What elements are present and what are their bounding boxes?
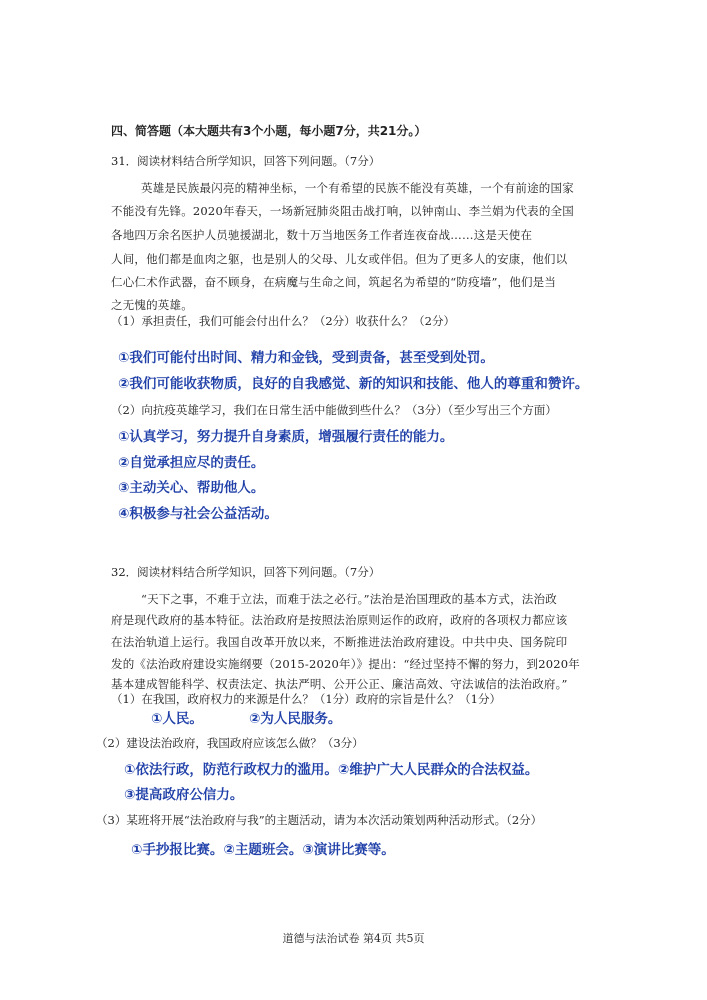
q32-prompt: 32．阅读材料结合所学知识，回答下列问题。（7分） — [111, 565, 381, 579]
q32-sub1-question: （1）在我国，政府权力的来源是什么？（1分）政府的宗旨是什么？（1分） — [111, 692, 501, 706]
q32-passage-line: 发的《法治政府建设实施纲要（2015-2020年）》提出：“经过坚持不懈的努力，到2020年 — [111, 657, 581, 671]
q32-passage-line: “天下之事，不难于立法，而难于法之必行。”法治是治国理政的基本方式，法治政 — [141, 592, 557, 606]
q32-sub3-answer: ①手抄报比赛。②主题班会。③演讲比赛等。 — [131, 842, 395, 858]
q32-passage-line: 府是现代政府的基本特征。法治政府是按照法治原则运作的政府，政府的各项权力都应该 — [111, 613, 568, 627]
q31-sub2-answer-3: ③主动关心、帮助他人。 — [118, 480, 265, 496]
q31-prompt: 31．阅读材料结合所学知识，回答下列问题。（7分） — [111, 154, 381, 168]
q32-sub3-question: （3）某班将开展“法治政府与我”的主题活动，请为本次活动策划两种活动形式。（2分） — [96, 813, 543, 827]
q31-passage-line: 人间，他们都是血肉之躯，也是别人的父母、儿女或伴侣。但为了更多人的安康，他们以 — [111, 252, 568, 266]
q31-passage-line: 各地四万余名医护人员驰援湖北，数十万当地医务工作者连夜奋战……这是天使在 — [111, 228, 533, 242]
q31-sub1-question: （1）承担责任，我们可能会付出什么？（2分）收获什么？（2分） — [111, 314, 455, 328]
section-heading: 四、简答题（本大题共有3个小题，每小题7分，共21分。） — [111, 124, 427, 138]
q31-sub1-answer-2: ②我们可能收获物质，良好的自我感觉、新的知识和技能、他人的尊重和赞许。 — [118, 376, 589, 392]
page-footer: 道德与法治试卷 第4页 共5页 — [282, 932, 425, 945]
q32-passage-line: 基本建成智能科学、权责法定、执法严明、公开公正、廉洁高效、守法诚信的法治政府。” — [111, 677, 568, 691]
q31-passage-line: 英雄是民族最闪亮的精神坐标，一个有希望的民族不能没有英雄，一个有前途的国家 — [141, 181, 574, 195]
q31-sub2-question: （2）向抗疫英雄学习，我们在日常生活中能做到些什么？（3分）（至少写出三个方面） — [111, 403, 557, 417]
q32-sub1-answer-a: ①人民。 — [151, 711, 203, 727]
q31-sub2-answer-2: ②自觉承担应尽的责任。 — [118, 455, 265, 471]
q32-sub1-answer-b: ②为人民服务。 — [249, 711, 342, 727]
q32-sub2-answer-2: ③提高政府公信力。 — [124, 787, 244, 803]
q31-passage-line: 不能没有先锋。2020年春天，一场新冠肺炎阻击战打响，以钟南山、李兰娟为代表的全国 — [111, 204, 574, 218]
q31-passage-line: 之无愧的英雄。 — [111, 298, 193, 312]
q31-sub2-answer-4: ④积极参与社会公益活动。 — [118, 506, 278, 522]
q32-sub2-answer-1: ①依法行政，防范行政权力的滥用。②维护广大人民群众的合法权益。 — [124, 762, 539, 778]
q32-sub2-question: （2）建设法治政府，我国政府应该怎么做？（3分） — [96, 736, 364, 750]
q31-sub2-answer-1: ①认真学习，努力提升自身素质，增强履行责任的能力。 — [118, 429, 454, 445]
q32-passage-line: 在法治轨道上运行。我国自改革开放以来，不断推进法治政府建设。中共中央、国务院印 — [111, 635, 568, 649]
q31-sub1-answer-1: ①我们可能付出时间、精力和金钱，受到责备，甚至受到处罚。 — [118, 350, 494, 366]
q31-passage-line: 仁心仁术作武器，奋不顾身，在病魔与生命之间，筑起名为希望的“防疫墙”，他们是当 — [111, 275, 557, 289]
